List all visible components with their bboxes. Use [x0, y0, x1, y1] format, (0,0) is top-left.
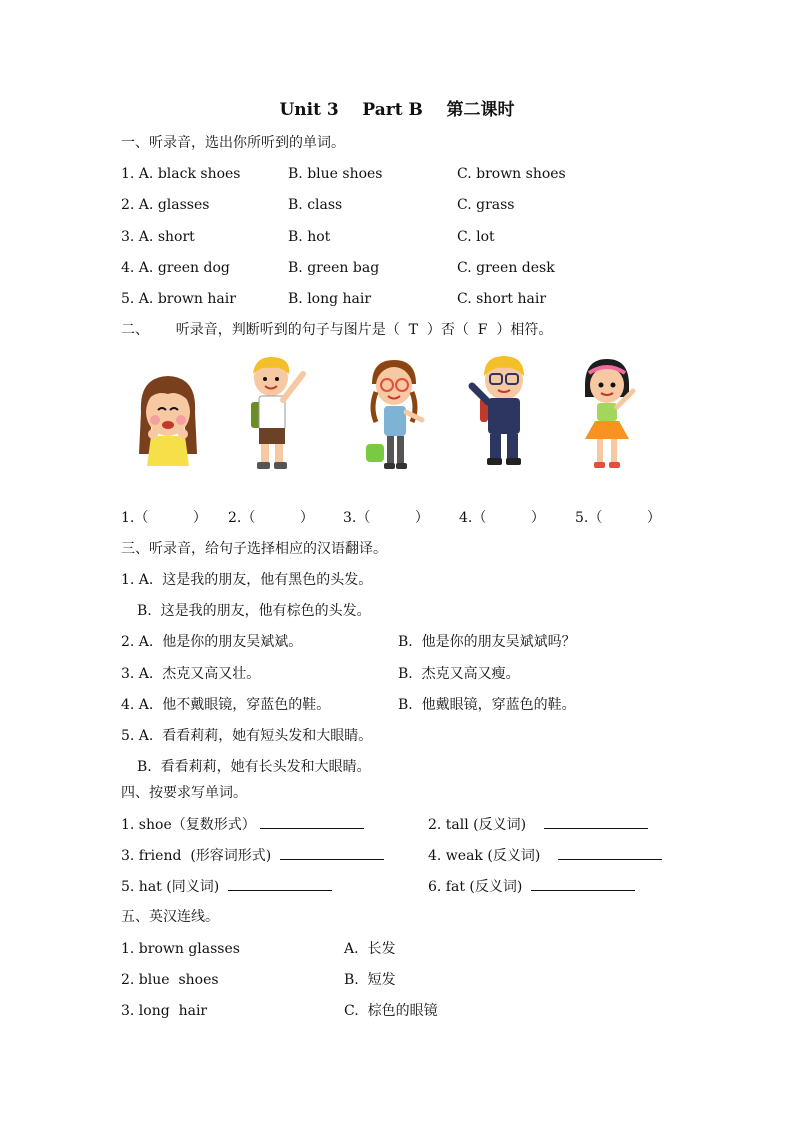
p4-q4-label: 4. weak (反义词)	[428, 848, 541, 864]
p3-q3-b: B. 杰克又高又瘦。	[398, 666, 520, 682]
answer-paren-3[interactable]: 3.（ ）	[343, 510, 429, 526]
p5-right-b[interactable]: B. 短发	[344, 972, 396, 988]
p4-q5-label: 5. hat (同义词)	[121, 879, 220, 895]
section-4-heading: 四、按要求写单词。	[121, 785, 247, 801]
p3-q5-a: 5. A. 看看莉莉，她有短头发和大眼睛。	[121, 728, 373, 744]
p3-q1-a: 1. A. 这是我的朋友，他有黑色的头发。	[121, 572, 373, 588]
p3-q2-b: B. 他是你的朋友吴斌斌吗？	[398, 634, 576, 650]
p1-q3-a: 3. A. short	[121, 229, 195, 245]
p5-left-3[interactable]: 3. long hair	[121, 1003, 208, 1019]
p1-q2-c: C. grass	[457, 197, 515, 213]
answer-paren-2[interactable]: 2.（ ）	[228, 510, 314, 526]
boy-blond-backpack-icon	[245, 354, 310, 472]
p1-q4-a: 4. A. green dog	[121, 260, 230, 276]
p4-q4	[428, 845, 662, 866]
p1-q1-a: 1. A. black shoes	[121, 166, 241, 182]
p3-q4-a: 4. A. 他不戴眼镜，穿蓝色的鞋。	[121, 697, 331, 713]
answer-paren-5[interactable]: 5.（ ）	[575, 510, 661, 526]
girl-glasses-braids-icon	[362, 356, 430, 474]
p4-q6-label: 6. fat (反义词)	[428, 879, 523, 895]
p1-q3-b: B. hot	[288, 229, 331, 245]
answer-paren-1[interactable]: 1.（ ）	[121, 510, 207, 526]
p1-q2-b: B. class	[288, 197, 343, 213]
p1-q2-a: 2. A. glasses	[121, 197, 210, 213]
p3-q1-b: B. 这是我的朋友，他有棕色的头发。	[137, 603, 371, 619]
p5-left-1[interactable]: 1. brown glasses	[121, 941, 240, 957]
p4-q1	[121, 814, 364, 835]
section-1-heading: 一、听录音，选出你所听到的单词。	[121, 135, 345, 151]
section-2-heading: 二、 听录音，判断听到的句子与图片是（ T ）否（ F ）相符。	[121, 322, 553, 338]
girl-pink-headband-icon	[579, 355, 641, 473]
p4-q5-answer-line[interactable]	[228, 876, 332, 891]
p4-q1-label: 1. shoe（复数形式）	[121, 817, 256, 833]
p4-q3-answer-line[interactable]	[280, 845, 384, 860]
p1-q1-c: C. brown shoes	[457, 166, 566, 182]
p3-q4-b: B. 他戴眼镜，穿蓝色的鞋。	[398, 697, 576, 713]
p1-q3-c: C. lot	[457, 229, 495, 245]
page-title: Unit 3 Part B 第二课时	[279, 100, 515, 120]
p1-q5-c: C. short hair	[457, 291, 547, 307]
p4-q2	[428, 814, 648, 835]
p4-q4-answer-line[interactable]	[558, 845, 662, 860]
p1-q4-b: B. green bag	[288, 260, 380, 276]
p4-q1-answer-line[interactable]	[260, 814, 364, 829]
girl-long-hair-icon	[133, 372, 203, 467]
p1-q5-a: 5. A. brown hair	[121, 291, 236, 307]
section-5-heading: 五、英汉连线。	[121, 909, 219, 925]
p1-q1-b: B. blue shoes	[288, 166, 383, 182]
answer-paren-4[interactable]: 4.（ ）	[459, 510, 545, 526]
p1-q4-c: C. green desk	[457, 260, 555, 276]
section-3-heading: 三、听录音，给句子选择相应的汉语翻译。	[121, 541, 387, 557]
boy-glasses-suit-icon	[466, 352, 534, 470]
p4-q3	[121, 845, 384, 866]
p4-q3-label: 3. friend (形容词形式)	[121, 848, 272, 864]
p5-right-a[interactable]: A. 长发	[344, 941, 396, 957]
p4-q2-answer-line[interactable]	[544, 814, 648, 829]
p4-q2-label: 2. tall (反义词)	[428, 817, 527, 833]
p5-left-2[interactable]: 2. blue shoes	[121, 972, 219, 988]
p4-q6-answer-line[interactable]	[531, 876, 635, 891]
p3-q2-a: 2. A. 他是你的朋友吴斌斌。	[121, 634, 303, 650]
p4-q6	[428, 876, 635, 897]
p1-q5-b: B. long hair	[288, 291, 372, 307]
p3-q3-a: 3. A. 杰克又高又壮。	[121, 666, 261, 682]
p4-q5	[121, 876, 332, 897]
p3-q5-b: B. 看看莉莉，她有长头发和大眼睛。	[137, 759, 371, 775]
p5-right-c[interactable]: C. 棕色的眼镜	[344, 1003, 438, 1019]
